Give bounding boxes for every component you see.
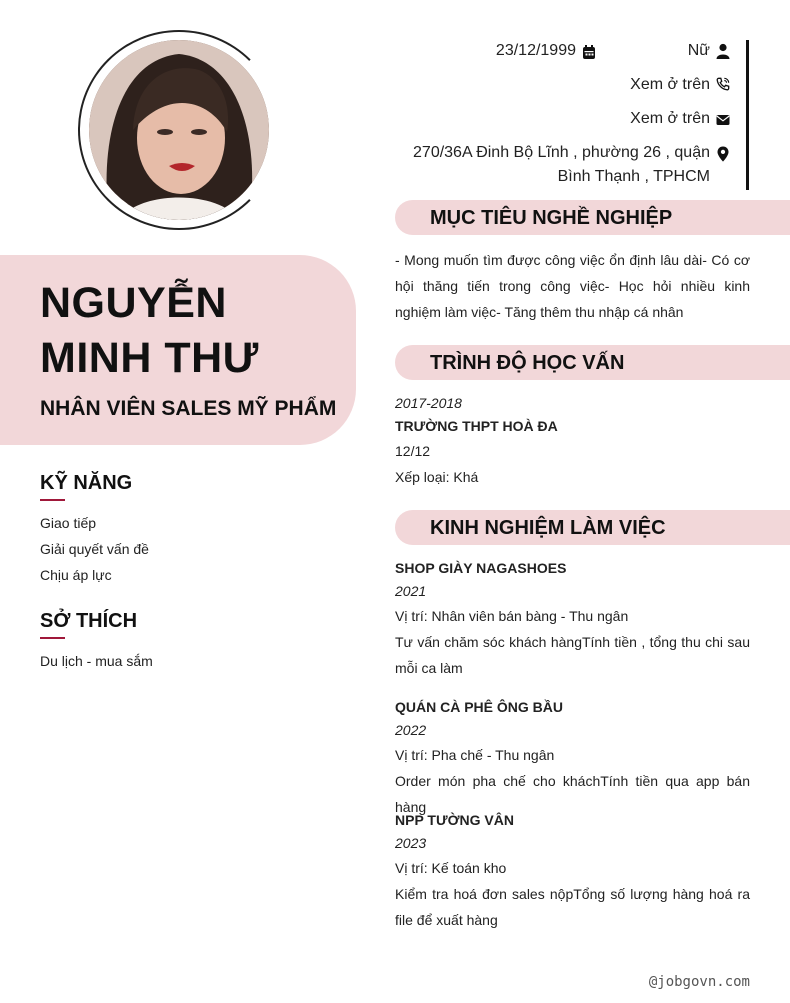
contact-divider-bar [746, 40, 749, 190]
job-description: Kiểm tra hoá đơn sales nộpTổng số lượng hàng hoá ra file để xuất hàng [395, 886, 750, 928]
education-grade: 12/12 [395, 443, 431, 459]
job-year: 2022 [395, 722, 427, 738]
hobbies-heading: SỞ THÍCH [40, 610, 138, 632]
calendar-icon [582, 44, 596, 60]
envelope-icon [716, 112, 730, 128]
email-text: Xem ở trên [630, 110, 710, 127]
name-banner [0, 255, 356, 445]
person-icon [716, 43, 730, 59]
birthday-text: 23/12/1999 [495, 42, 576, 59]
job-company: SHOP GIÀY NAGASHOES [395, 560, 567, 576]
education-period: 2017-2018 [395, 395, 462, 411]
job-position: Vị trí: Pha chế - Thu ngân [395, 747, 555, 763]
hobbies-underline [40, 637, 65, 639]
objective-text: - Mong muốn tìm được công việc ổn định lâu dài- Có cơ hội thăng tiến trong công việc- Học hỏi nhiều kinh nghiệm làm việc- Tăng thêm thu nhập cá nhân [395, 252, 750, 320]
phone-icon [716, 76, 730, 92]
experience-header [395, 510, 790, 545]
gender-text: Nữ [687, 42, 710, 59]
phone-text: Xem ở trên [630, 76, 710, 93]
footer-watermark: @jobgovn.com [648, 974, 750, 990]
skills-underline [40, 499, 65, 501]
job-title: NHÂN VIÊN SALES MỸ PHẨM [40, 397, 337, 420]
skills-heading: KỸ NĂNG [40, 472, 133, 494]
education-heading: TRÌNH ĐỘ HỌC VẤN [430, 352, 625, 374]
job-description: Tư vấn chăm sóc khách hàngTính tiền , tổng thu chi sau mỗi ca làm [395, 634, 750, 676]
objective-heading: MỤC TIÊU NGHỀ NGHIỆP [430, 207, 673, 229]
education-rank: Xếp loại: Khá [395, 469, 479, 485]
skill-item: Giải quyết vấn đề [40, 541, 149, 557]
education-header [395, 345, 790, 380]
job-company: QUÁN CÀ PHÊ ÔNG BẦU [395, 699, 564, 715]
job-company: NPP TƯỜNG VÂN [395, 812, 514, 828]
job-position: Vị trí: Nhân viên bán bàng - Thu ngân [395, 608, 629, 624]
job-year: 2021 [395, 583, 427, 599]
map-pin-icon [716, 146, 730, 162]
name-first-line: NGUYỄN [40, 279, 227, 327]
education-school: TRƯỜNG THPT HOÀ ĐA [395, 418, 558, 434]
skill-item: Giao tiếp [40, 515, 97, 531]
address-line2: Bình Thạnh , TPHCM [557, 168, 710, 185]
job-year: 2023 [395, 835, 427, 851]
objective-header [395, 200, 790, 235]
portrait-photo [89, 40, 269, 220]
avatar [89, 40, 269, 220]
name-second-line: MINH THƯ [40, 334, 259, 382]
skill-item: Chịu áp lực [40, 567, 112, 583]
experience-heading: KINH NGHIỆM LÀM VIỆC [430, 517, 666, 539]
address-line1: 270/36A Đinh Bộ Lĩnh , phường 26 , quận [413, 144, 710, 161]
hobby-item: Du lịch - mua sắm [40, 653, 153, 669]
job-description: Order món pha chế cho kháchTính tiền qua app bán hàng [395, 773, 750, 815]
job-position: Vị trí: Kế toán kho [395, 860, 507, 876]
